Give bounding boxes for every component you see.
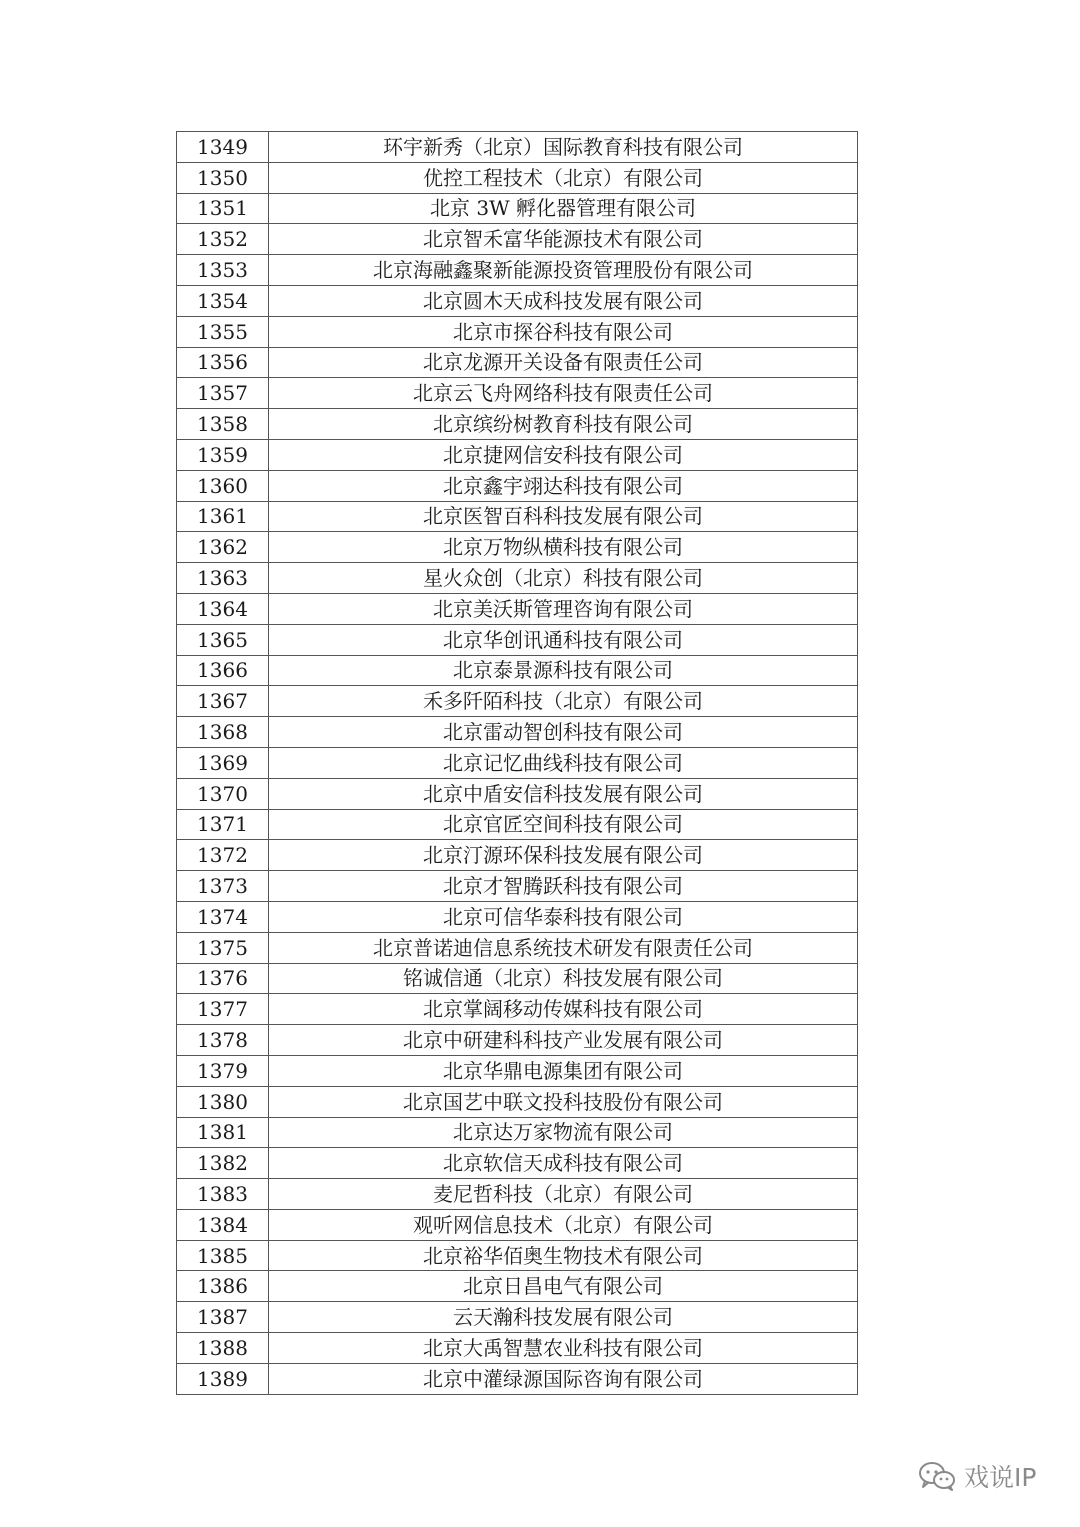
table-body bbox=[177, 132, 858, 1395]
row-number: 1359 bbox=[177, 439, 269, 470]
row-number: 1357 bbox=[177, 378, 269, 409]
row-number: 1356 bbox=[177, 347, 269, 378]
table-row bbox=[177, 193, 858, 224]
row-number: 1358 bbox=[177, 409, 269, 440]
row-number: 1355 bbox=[177, 316, 269, 347]
row-number: 1389 bbox=[177, 1363, 269, 1394]
company-name: 星火众创（北京）科技有限公司 bbox=[269, 563, 858, 594]
table-row bbox=[177, 1117, 858, 1148]
company-name: 北京中研建科科技产业发展有限公司 bbox=[269, 1025, 858, 1056]
table-row bbox=[177, 871, 858, 902]
row-number: 1371 bbox=[177, 809, 269, 840]
row-number: 1352 bbox=[177, 224, 269, 255]
row-number: 1372 bbox=[177, 840, 269, 871]
company-name: 北京美沃斯管理咨询有限公司 bbox=[269, 593, 858, 624]
company-name: 北京智禾富华能源技术有限公司 bbox=[269, 224, 858, 255]
table-row bbox=[177, 316, 858, 347]
row-number: 1382 bbox=[177, 1148, 269, 1179]
table-row bbox=[177, 932, 858, 963]
table-row bbox=[177, 778, 858, 809]
company-name: 北京汀源环保科技发展有限公司 bbox=[269, 840, 858, 871]
company-name: 北京裕华佰奥生物技术有限公司 bbox=[269, 1240, 858, 1271]
company-name: 北京万物纵横科技有限公司 bbox=[269, 532, 858, 563]
row-number: 1373 bbox=[177, 871, 269, 902]
row-number: 1370 bbox=[177, 778, 269, 809]
row-number: 1361 bbox=[177, 501, 269, 532]
row-number: 1374 bbox=[177, 901, 269, 932]
table-row bbox=[177, 686, 858, 717]
company-name: 北京海融鑫聚新能源投资管理股份有限公司 bbox=[269, 255, 858, 286]
table-row bbox=[177, 1240, 858, 1271]
company-name: 北京市探谷科技有限公司 bbox=[269, 316, 858, 347]
table-row bbox=[177, 963, 858, 994]
row-number: 1363 bbox=[177, 563, 269, 594]
company-name: 北京日昌电气有限公司 bbox=[269, 1271, 858, 1302]
table-row bbox=[177, 1333, 858, 1364]
row-number: 1387 bbox=[177, 1302, 269, 1333]
table-row bbox=[177, 994, 858, 1025]
company-name: 云天瀚科技发展有限公司 bbox=[269, 1302, 858, 1333]
company-name: 麦尼哲科技（北京）有限公司 bbox=[269, 1179, 858, 1210]
row-number: 1367 bbox=[177, 686, 269, 717]
table-row bbox=[177, 655, 858, 686]
table-row bbox=[177, 624, 858, 655]
row-number: 1383 bbox=[177, 1179, 269, 1210]
company-name: 北京 3W 孵化器管理有限公司 bbox=[269, 193, 858, 224]
company-name: 北京普诺迪信息系统技术研发有限责任公司 bbox=[269, 932, 858, 963]
row-number: 1365 bbox=[177, 624, 269, 655]
watermark-text: 戏说IP bbox=[964, 1463, 1037, 1492]
company-name: 北京国艺中联文投科技股份有限公司 bbox=[269, 1086, 858, 1117]
company-name: 北京龙源开关设备有限责任公司 bbox=[269, 347, 858, 378]
table-row bbox=[177, 347, 858, 378]
company-name: 北京软信天成科技有限公司 bbox=[269, 1148, 858, 1179]
row-number: 1368 bbox=[177, 717, 269, 748]
company-name: 北京华创讯通科技有限公司 bbox=[269, 624, 858, 655]
row-number: 1385 bbox=[177, 1240, 269, 1271]
company-name: 北京官匠空间科技有限公司 bbox=[269, 809, 858, 840]
row-number: 1362 bbox=[177, 532, 269, 563]
row-number: 1376 bbox=[177, 963, 269, 994]
table-row bbox=[177, 1271, 858, 1302]
table-row bbox=[177, 717, 858, 748]
table-row bbox=[177, 747, 858, 778]
table-row bbox=[177, 1209, 858, 1240]
watermark bbox=[918, 1458, 1036, 1494]
company-name: 北京可信华泰科技有限公司 bbox=[269, 901, 858, 932]
row-number: 1366 bbox=[177, 655, 269, 686]
table-row bbox=[177, 1055, 858, 1086]
wechat-icon bbox=[918, 1461, 956, 1491]
company-name: 北京华鼎电源集团有限公司 bbox=[269, 1055, 858, 1086]
row-number: 1375 bbox=[177, 932, 269, 963]
table-row bbox=[177, 1363, 858, 1394]
company-name: 北京记忆曲线科技有限公司 bbox=[269, 747, 858, 778]
table-row bbox=[177, 162, 858, 193]
table-row bbox=[177, 809, 858, 840]
row-number: 1364 bbox=[177, 593, 269, 624]
table-row bbox=[177, 285, 858, 316]
company-name: 北京中盾安信科技发展有限公司 bbox=[269, 778, 858, 809]
table-row bbox=[177, 840, 858, 871]
company-name: 北京才智腾跃科技有限公司 bbox=[269, 871, 858, 902]
table-row bbox=[177, 378, 858, 409]
company-name: 优控工程技术（北京）有限公司 bbox=[269, 162, 858, 193]
company-name: 北京中灌绿源国际咨询有限公司 bbox=[269, 1363, 858, 1394]
table-row bbox=[177, 593, 858, 624]
company-name: 环宇新秀（北京）国际教育科技有限公司 bbox=[269, 132, 858, 163]
company-name: 铭诚信通（北京）科技发展有限公司 bbox=[269, 963, 858, 994]
row-number: 1384 bbox=[177, 1209, 269, 1240]
table-row bbox=[177, 501, 858, 532]
company-name: 北京达万家物流有限公司 bbox=[269, 1117, 858, 1148]
table-row bbox=[177, 255, 858, 286]
row-number: 1350 bbox=[177, 162, 269, 193]
table-row bbox=[177, 563, 858, 594]
row-number: 1386 bbox=[177, 1271, 269, 1302]
row-number: 1354 bbox=[177, 285, 269, 316]
row-number: 1378 bbox=[177, 1025, 269, 1056]
company-name: 北京大禹智慧农业科技有限公司 bbox=[269, 1333, 858, 1364]
company-name: 北京鑫宇翊达科技有限公司 bbox=[269, 470, 858, 501]
company-table bbox=[176, 131, 858, 1395]
company-name: 观听网信息技术（北京）有限公司 bbox=[269, 1209, 858, 1240]
row-number: 1360 bbox=[177, 470, 269, 501]
row-number: 1353 bbox=[177, 255, 269, 286]
row-number: 1351 bbox=[177, 193, 269, 224]
row-number: 1377 bbox=[177, 994, 269, 1025]
company-name: 北京泰景源科技有限公司 bbox=[269, 655, 858, 686]
table-row bbox=[177, 1302, 858, 1333]
table-row bbox=[177, 901, 858, 932]
company-name: 北京雷动智创科技有限公司 bbox=[269, 717, 858, 748]
row-number: 1381 bbox=[177, 1117, 269, 1148]
company-name: 北京云飞舟网络科技有限责任公司 bbox=[269, 378, 858, 409]
company-name: 北京掌阔移动传媒科技有限公司 bbox=[269, 994, 858, 1025]
table-row bbox=[177, 439, 858, 470]
company-name: 北京圆木天成科技发展有限公司 bbox=[269, 285, 858, 316]
table-row bbox=[177, 409, 858, 440]
table-row bbox=[177, 1179, 858, 1210]
company-name: 禾多阡陌科技（北京）有限公司 bbox=[269, 686, 858, 717]
row-number: 1379 bbox=[177, 1055, 269, 1086]
row-number: 1349 bbox=[177, 132, 269, 163]
company-name: 北京缤纷树教育科技有限公司 bbox=[269, 409, 858, 440]
company-name: 北京医智百科科技发展有限公司 bbox=[269, 501, 858, 532]
table-row bbox=[177, 1086, 858, 1117]
table-row bbox=[177, 1025, 858, 1056]
table-row bbox=[177, 470, 858, 501]
company-name: 北京捷网信安科技有限公司 bbox=[269, 439, 858, 470]
row-number: 1380 bbox=[177, 1086, 269, 1117]
row-number: 1369 bbox=[177, 747, 269, 778]
row-number: 1388 bbox=[177, 1333, 269, 1364]
table-row bbox=[177, 132, 858, 163]
table-row bbox=[177, 1148, 858, 1179]
table-row bbox=[177, 532, 858, 563]
table-row bbox=[177, 224, 858, 255]
